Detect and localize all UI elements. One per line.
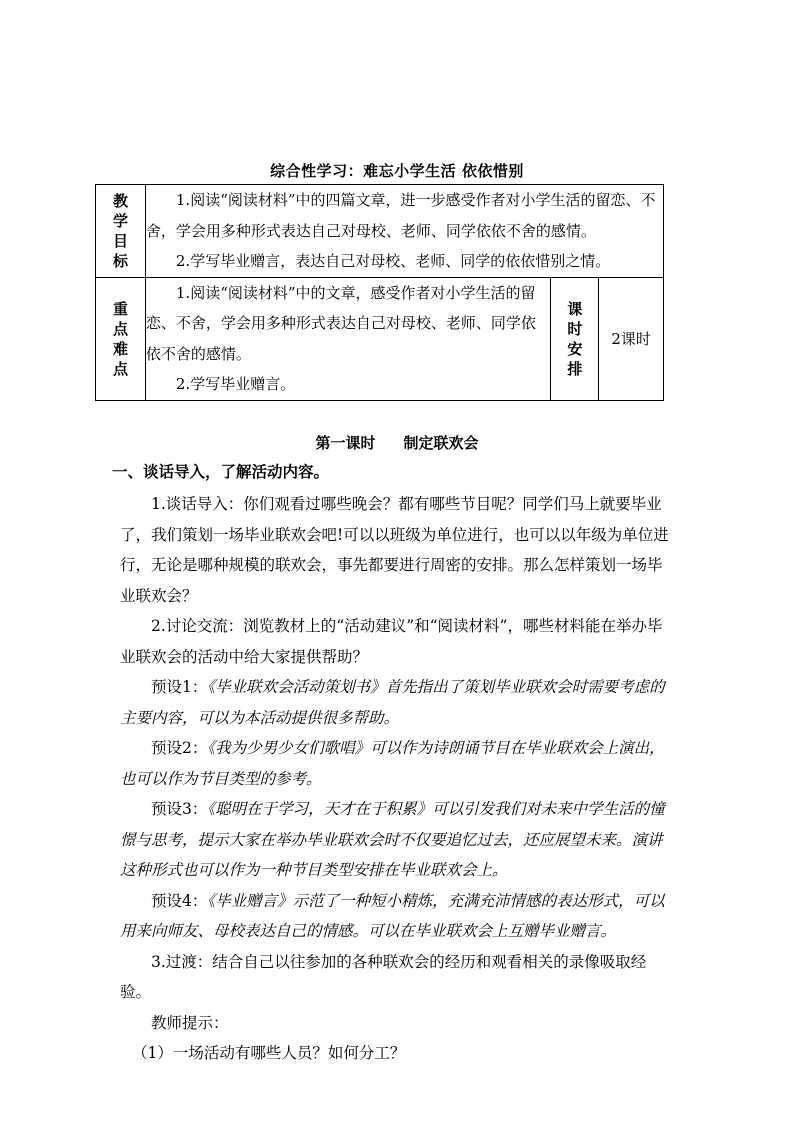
teaching-goals-row bbox=[96, 185, 664, 278]
key-points-header: 重 点 难 点 bbox=[96, 277, 146, 400]
hint-item-1: （1）一场活动有哪些人员？如何分工？ bbox=[132, 1044, 406, 1062]
lesson-title: 第一课时 制定联欢会 bbox=[315, 434, 479, 452]
teacher-hint-label: 教师提示： bbox=[151, 1013, 229, 1032]
preset-2: 预设2：《我为少男少女们歌唱》可以作为诗朗诵节目在毕业联欢会上演出，也可以作为节目类型的参考。 bbox=[120, 739, 665, 788]
paragraph-intro: 1.谈话导入：你们观看过哪些晚会？都有哪些节目呢？同学们马上就要毕业了，我们策划一场毕业联欢会吧!可以以班级为单位进行，也可以以年级为单位进行，无论是哪种规模的联欢会，事先都要进行周密的安排。那么怎样策划一场毕业联欢会？ bbox=[120, 495, 669, 605]
section-heading: 一、谈话导入，了解活动内容。 bbox=[112, 462, 330, 481]
paragraph-discussion: 2.讨论交流：浏览教材上的“活动建议”和“阅读材料”，哪些材料能在举办毕业联欢会的活动中给大家提供帮助？ bbox=[120, 617, 663, 666]
key-difficult-points-row bbox=[96, 277, 664, 400]
lesson-content bbox=[112, 455, 675, 1069]
teaching-goals-header: 教 学 目 标 bbox=[96, 185, 146, 278]
paragraph-transition: 3.过渡：结合自己以往参加的各种联欢会的经历和观看相关的录像吸取经验。 bbox=[120, 952, 647, 1001]
class-hours-header: 课 时 安 排 bbox=[551, 277, 599, 400]
preset-1: 预设1：《毕业联欢会活动策划书》首先指出了策划毕业联欢会时需要考虑的主要内容，可以为本活动提供很多帮助。 bbox=[120, 678, 665, 727]
lesson-plan-table bbox=[95, 184, 664, 401]
preset-3: 预设3：《聪明在于学习，天才在于积累》可以引发我们对未来中学生活的憧憬与思考，提示大家在举办毕业联欢会时不仅要追忆过去，还应展望未来。演讲这种形式也可以作为一种节目类型安排在毕业联欢会上。 bbox=[120, 800, 665, 879]
teaching-goals-content: 1.阅读“阅读材料”中的四篇文章，进一步感受作者对小学生活的留恋、不舍，学会用多种形式表达自己对母校、老师、同学依依不舍的感情。 2.学写毕业赠言，表达自己对母校、老师、同学的依依惜别之情。 bbox=[145, 185, 663, 278]
key-points-content: 1.阅读“阅读材料”中的文章，感受作者对小学生活的留恋、不舍，学会用多种形式表达自己对母校、老师、同学依依不舍的感情。 2.学写毕业赠言。 bbox=[145, 277, 551, 400]
class-hours-value: 2课时 bbox=[599, 277, 664, 400]
document-title: 综合性学习：难忘小学生活 依依惜别 bbox=[270, 162, 524, 180]
preset-4: 预设4：《毕业赠言》示范了一种短小精炼，充满充沛情感的表达形式，可以用来向师友、母校表达自己的情感。可以在毕业联欢会上互赠毕业赠言。 bbox=[120, 891, 665, 940]
